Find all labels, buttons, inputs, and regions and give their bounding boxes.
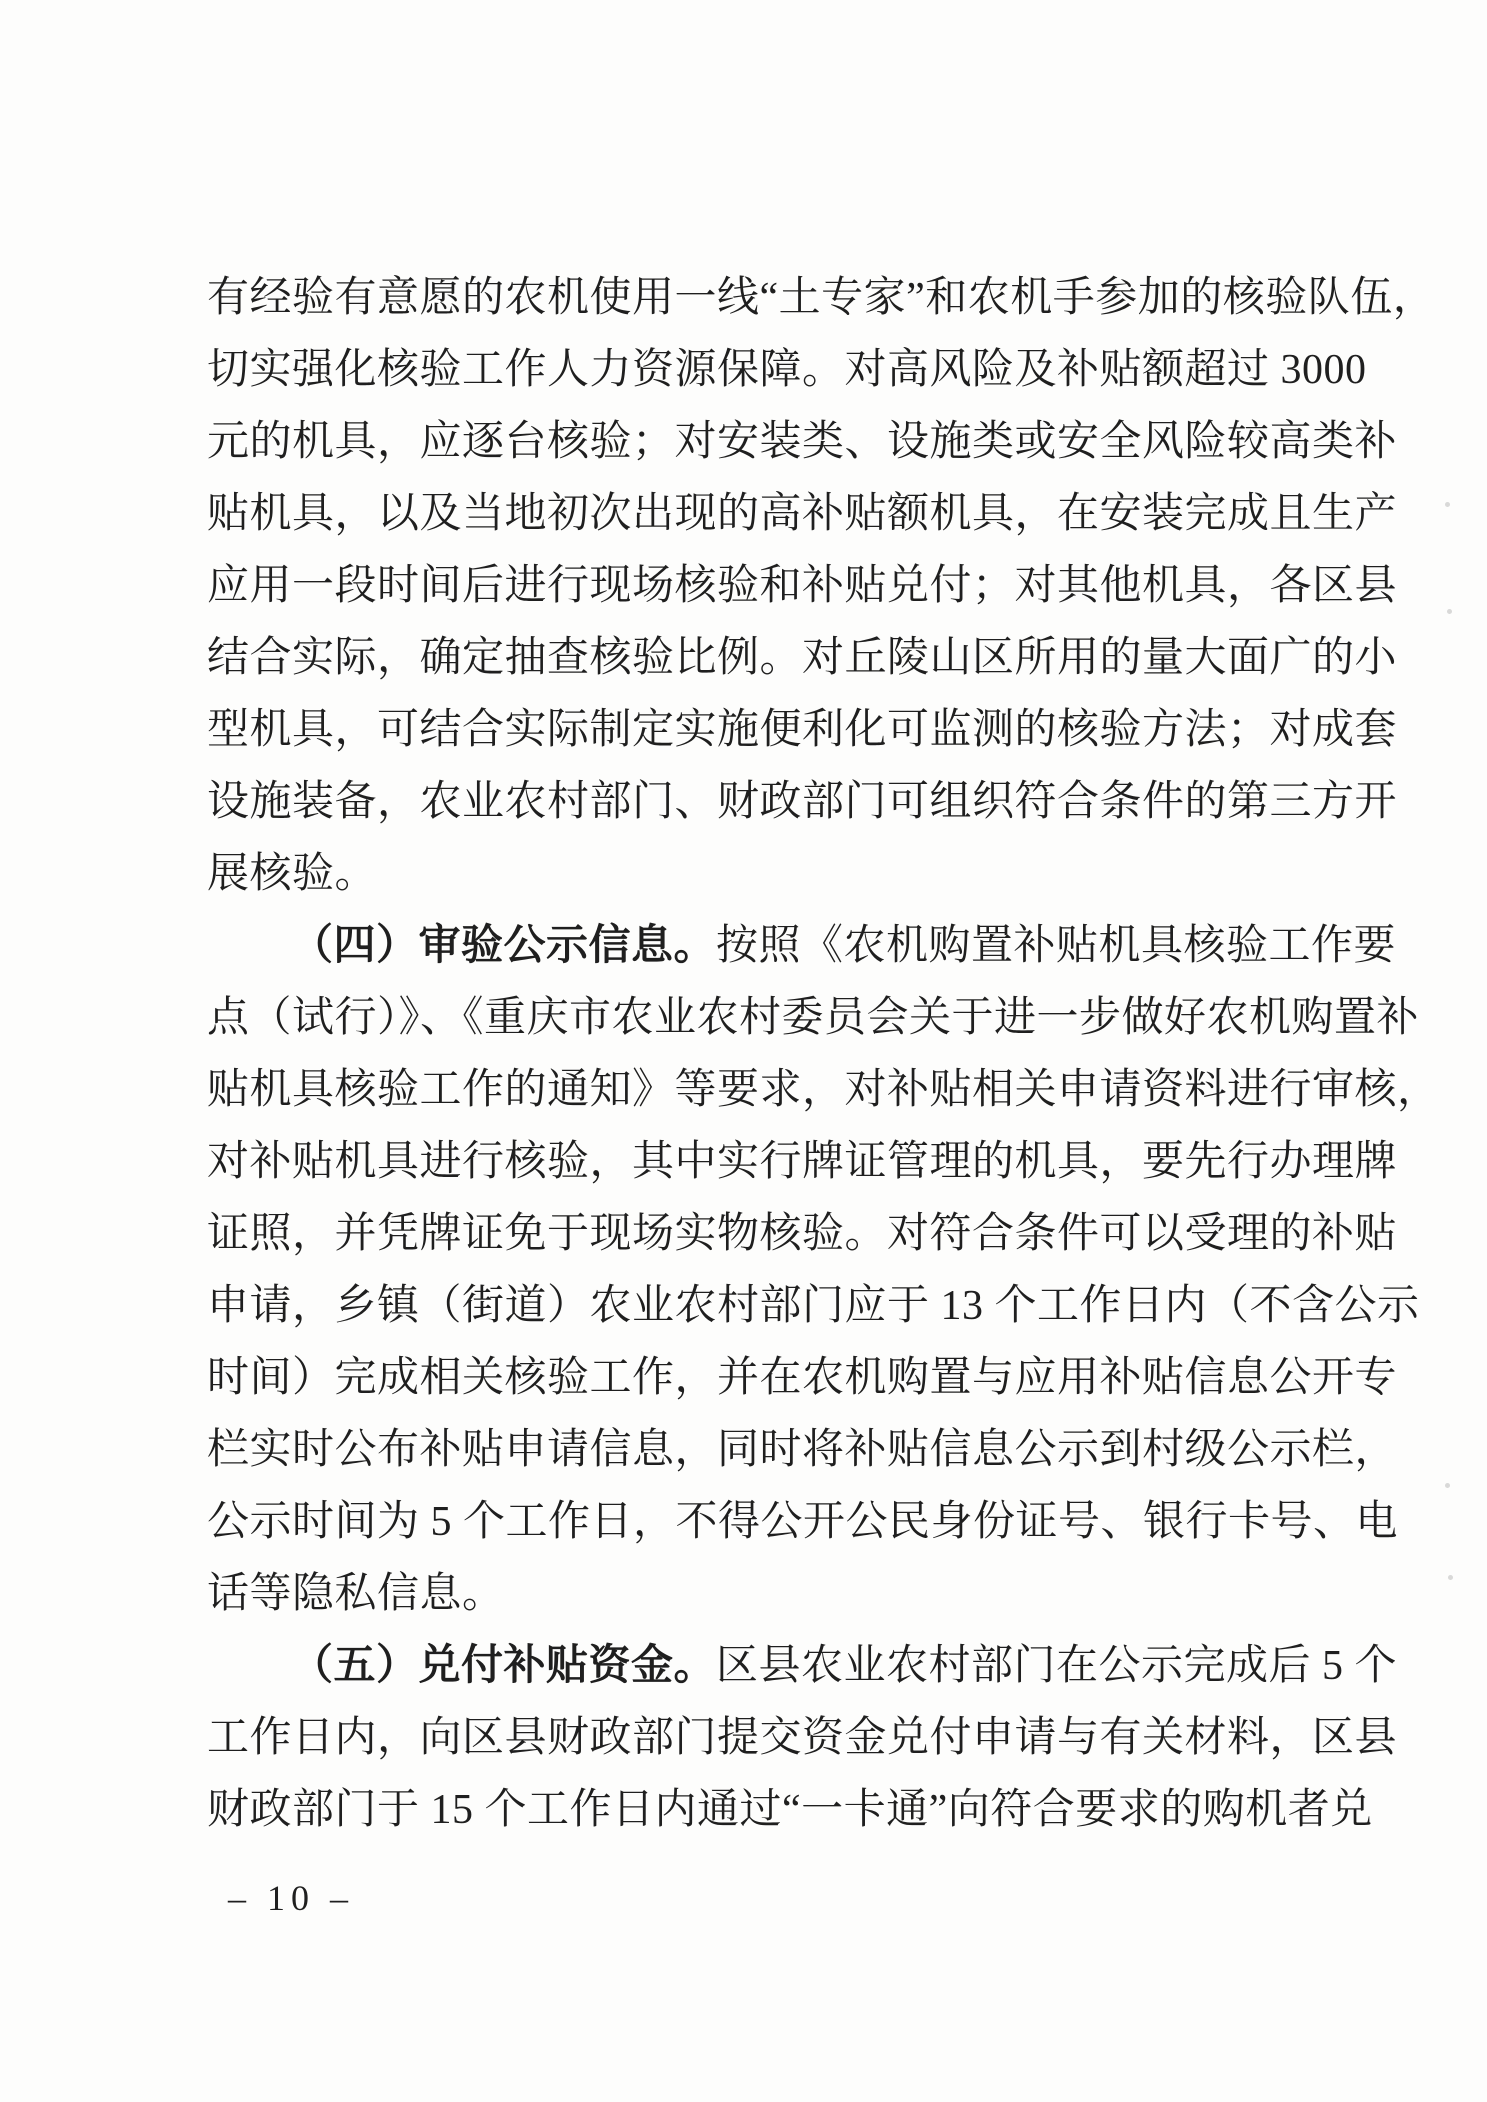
page-number: – 10 – (228, 1878, 354, 1918)
text-line: 时间）完成相关核验工作，并在农机购置与应用补贴信息公开专 (207, 1355, 1398, 1401)
text-line: 展核验。 (207, 851, 378, 897)
text-line: 贴机具，以及当地初次出现的高补贴额机具，在安装完成且生产 (207, 491, 1398, 537)
text-line: 有经验有意愿的农机使用一线“土专家”和农机手参加的核验队伍， (207, 275, 1436, 321)
text-line: 财政部门于 15 个工作日内通过“一卡通”向符合要求的购机者兑 (207, 1787, 1373, 1833)
text-line: （五）兑付补贴资金。区县农业农村部门在公示完成后 5 个 (291, 1643, 1398, 1689)
text-line: 贴机具核验工作的通知》等要求，对补贴相关申请资料进行审核， (207, 1067, 1440, 1113)
text-line: 公示时间为 5 个工作日，不得公开公民身份证号、银行卡号、电 (207, 1499, 1399, 1545)
text-line: 话等隐私信息。 (207, 1571, 505, 1617)
text-line: 应用一段时间后进行现场核验和补贴兑付；对其他机具，各区县 (207, 563, 1398, 609)
document-body (207, 262, 1440, 1846)
text-line: 切实强化核验工作人力资源保障。对高风险及补贴额超过 3000 (207, 347, 1367, 393)
text-line: 申请，乡镇（街道）农业农村部门应于 13 个工作日内（不含公示 (207, 1283, 1420, 1329)
text-line: 设施装备，农业农村部门、财政部门可组织符合条件的第三方开 (207, 779, 1398, 825)
text-line: 点（试行）》、《重庆市农业农村委员会关于进一步做好农机购置补 (207, 995, 1420, 1041)
section-heading-run: （四）审验公示信息。 (291, 923, 717, 969)
text-line: 栏实时公布补贴申请信息，同时将补贴信息公示到村级公示栏， (207, 1427, 1398, 1473)
section-heading-run: （五）兑付补贴资金。 (291, 1643, 717, 1689)
scan-artifact (1445, 502, 1450, 507)
scan-artifact (1445, 1483, 1450, 1488)
text-line: 证照，并凭牌证免于现场实物核验。对符合条件可以受理的补贴 (207, 1211, 1398, 1257)
text-line: 对补贴机具进行核验，其中实行牌证管理的机具，要先行办理牌 (207, 1139, 1398, 1185)
scan-artifact (1447, 609, 1452, 614)
text-line: （四）审验公示信息。按照《农机购置补贴机具核验工作要 (291, 923, 1397, 969)
text-line: 型机具，可结合实际制定实施便利化可监测的核验方法；对成套 (207, 707, 1398, 753)
scan-artifact (1448, 1575, 1453, 1580)
text-line: 工作日内，向区县财政部门提交资金兑付申请与有关材料，区县 (207, 1715, 1398, 1761)
text-line: 元的机具，应逐台核验；对安装类、设施类或安全风险较高类补 (207, 419, 1398, 465)
text-line: 结合实际，确定抽查核验比例。对丘陵山区所用的量大面广的小 (207, 635, 1398, 681)
